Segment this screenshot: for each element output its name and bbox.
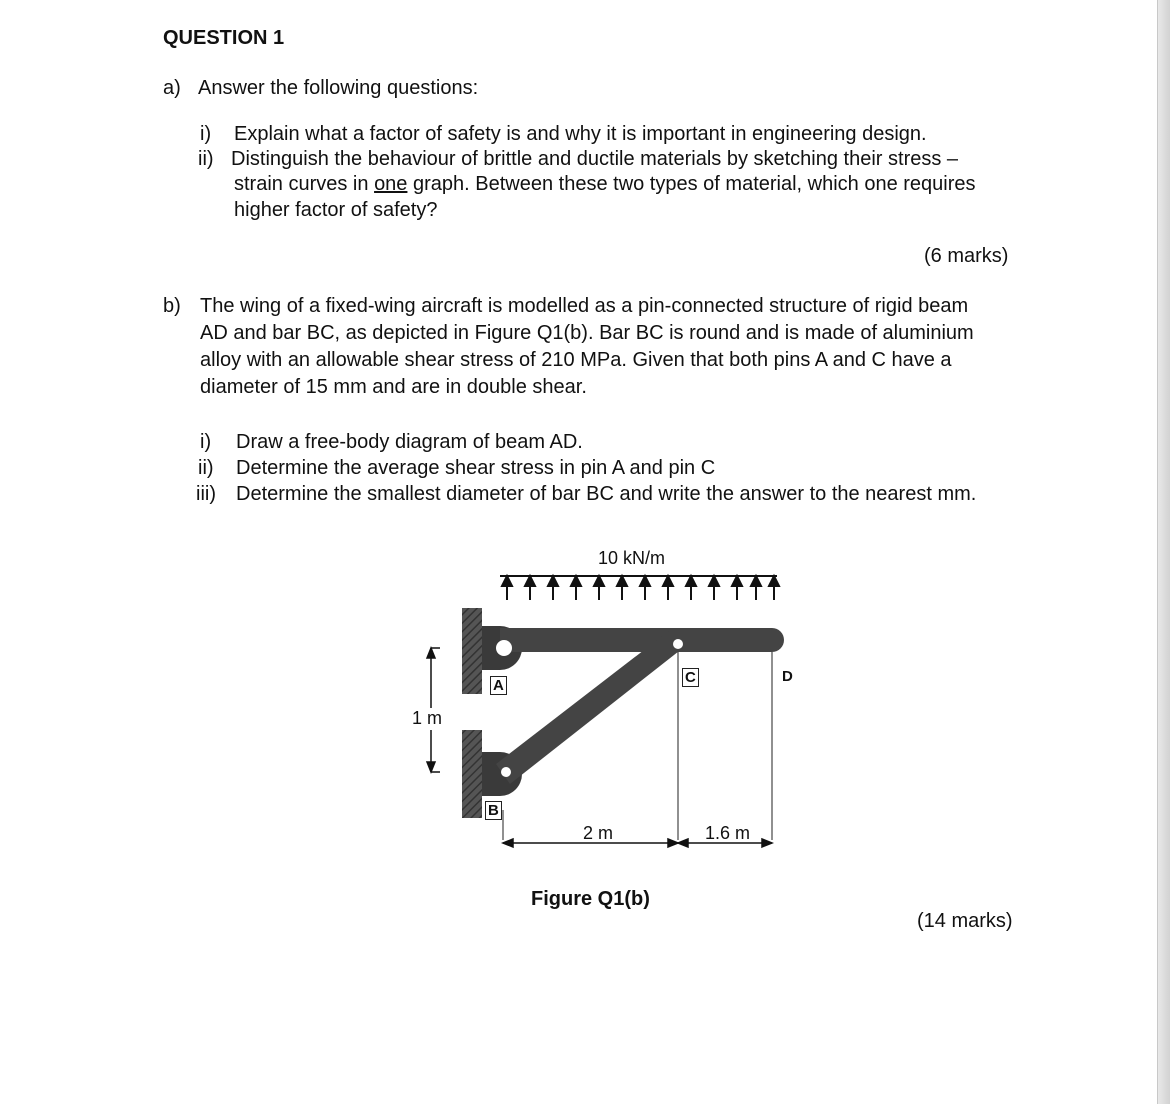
wall-support-a	[462, 608, 482, 694]
part-b-item-2-text: Determine the average shear stress in pin A and pin C	[236, 457, 716, 479]
part-b-item-3-num: iii)	[196, 483, 216, 505]
part-b-item-3-text: Determine the smallest diameter of bar BC and write the answer to the nearest mm.	[236, 483, 977, 505]
pin-a	[496, 640, 512, 656]
page-edge	[1157, 0, 1170, 1104]
structure-diagram	[400, 540, 800, 860]
wall-support-b	[462, 730, 482, 818]
part-a-intro: Answer the following questions:	[198, 77, 479, 99]
pin-c	[673, 639, 683, 649]
load-label: 10 kN/m	[598, 548, 666, 568]
part-b-marks: (14 marks)	[917, 910, 1013, 932]
line-text: strain curves in	[234, 173, 375, 195]
part-b-paragraph-line-4: diameter of 15 mm and are in double shear.	[200, 376, 587, 398]
bar-bc	[496, 630, 688, 784]
figure-caption: Figure Q1(b)	[531, 888, 650, 910]
part-a-item-2-line-3: higher factor of safety?	[234, 199, 438, 221]
point-b-label: B	[485, 801, 502, 820]
part-b-item-1-num: i)	[200, 431, 212, 453]
part-a-item-2-line-1: Distinguish the behaviour of brittle and ductile materials by sketching their stress –	[231, 148, 959, 170]
part-b-paragraph-line-2: AD and bar BC, as depicted in Figure Q1(b). Bar BC is round and is made of aluminium	[200, 322, 974, 344]
dim-ac-label: 2 m	[583, 823, 614, 843]
underlined-word: one	[374, 173, 408, 195]
part-b-paragraph-line-3: alloy with an allowable shear stress of 210 MPa. Given that both pins A and C have a	[200, 349, 952, 371]
dim-cd-label: 1.6 m	[705, 823, 751, 843]
point-a-label: A	[490, 676, 507, 695]
part-a-item-1-text: Explain what a factor of safety is and why it is important in engineering design.	[234, 123, 927, 145]
part-a-marks: (6 marks)	[924, 245, 1009, 267]
figure-q1b	[400, 540, 800, 860]
pin-b	[501, 767, 511, 777]
part-b-label: b)	[163, 295, 181, 317]
point-c-label: C	[682, 668, 699, 687]
question-title: QUESTION 1	[163, 27, 285, 49]
part-a-item-2-num: ii)	[198, 148, 214, 170]
part-b-paragraph-line-1: The wing of a fixed-wing aircraft is modelled as a pin-connected structure of rigid beam	[200, 295, 969, 317]
beam-ad	[500, 628, 784, 652]
height-label: 1 m	[412, 708, 443, 728]
part-a-item-1-num: i)	[200, 123, 212, 145]
distributed-load-arrows	[500, 576, 779, 600]
part-b-item-2-num: ii)	[198, 457, 214, 479]
line-text: graph. Between these two types of material, which one requires	[407, 173, 976, 195]
part-b-item-1-text: Draw a free-body diagram of beam AD.	[236, 431, 583, 453]
point-d-label: D	[782, 668, 793, 685]
part-a-label: a)	[163, 77, 181, 99]
part-a-item-2-line-2	[234, 171, 976, 197]
